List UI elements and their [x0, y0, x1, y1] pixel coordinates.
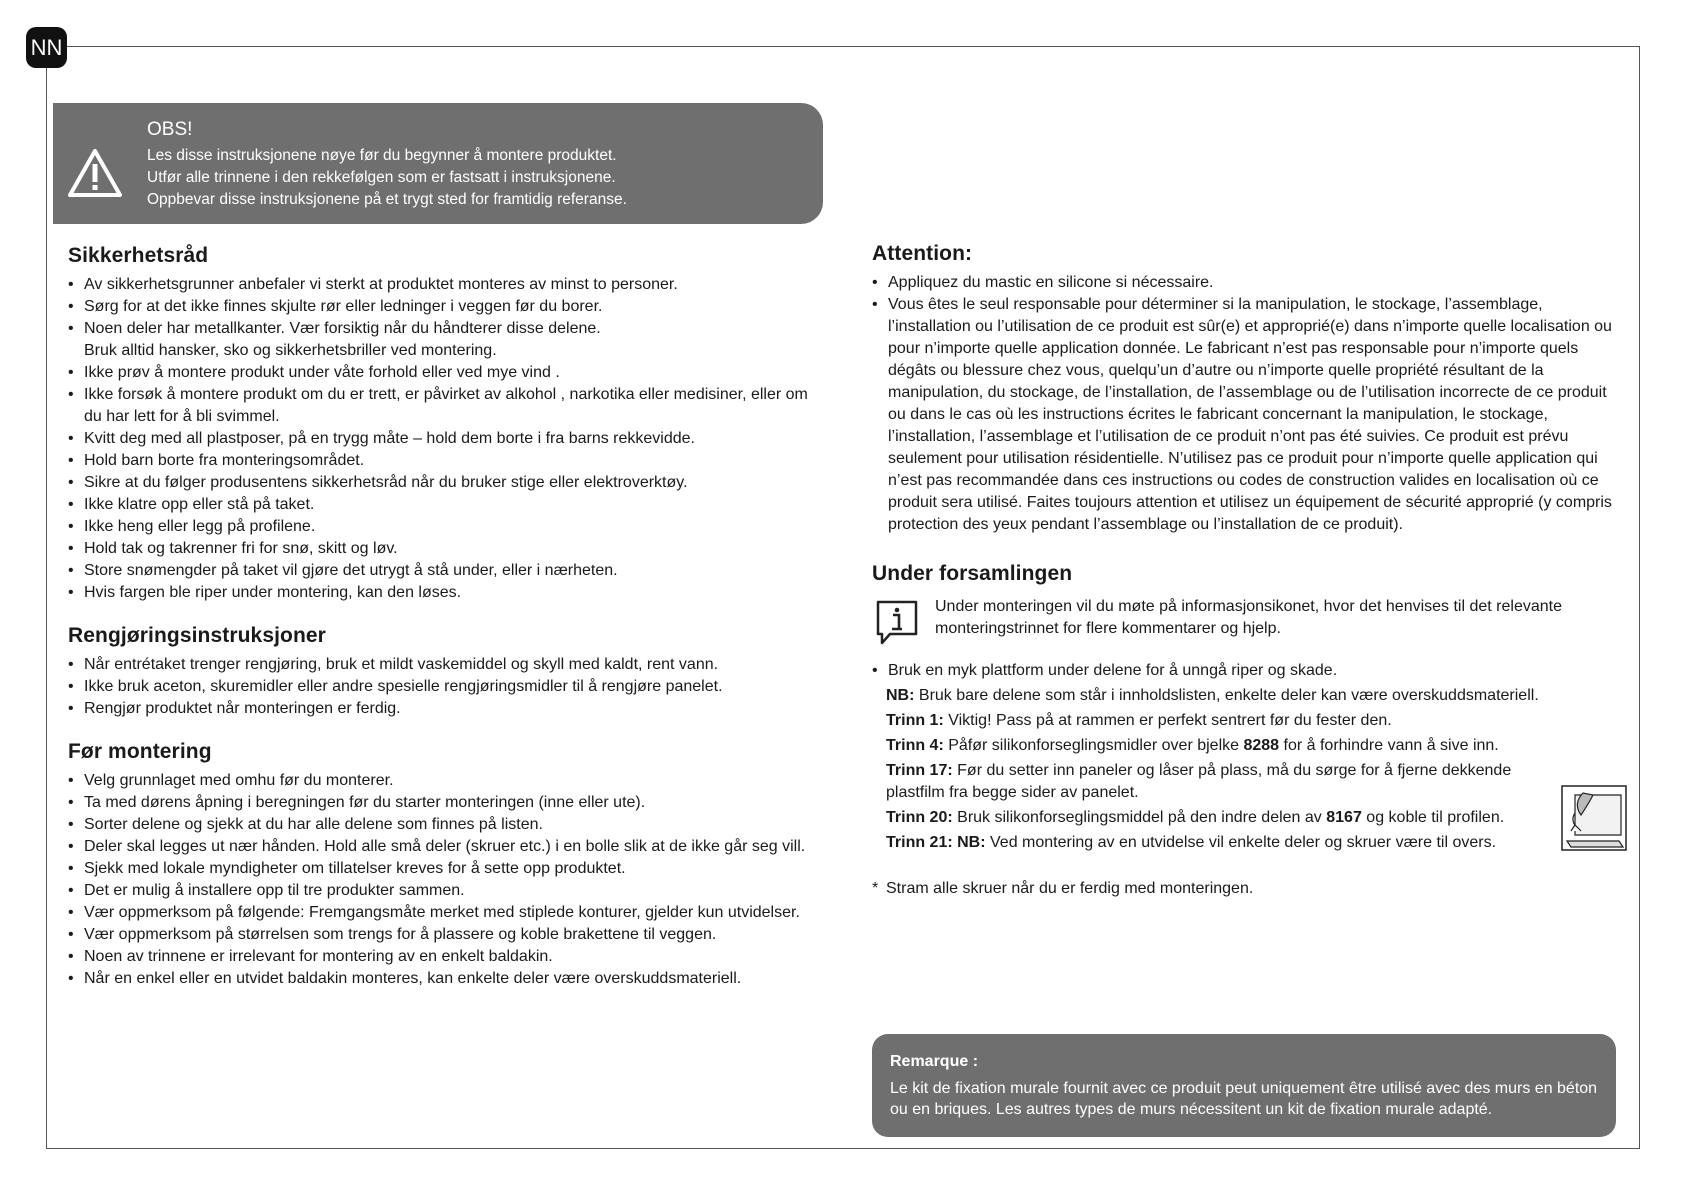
peel-film-icon	[1561, 785, 1627, 851]
step-text: for å forhindre vann å sive inn.	[1283, 737, 1499, 754]
cleaning-section	[68, 624, 808, 720]
step-text: Viktig! Pass på at rammen er perfekt sentrert før du fester den.	[948, 712, 1392, 729]
step-17	[872, 760, 1612, 804]
left-column	[68, 244, 808, 1000]
list-item: • Noen av trinnene er irrelevant for montering av en enkelt baldakin.	[68, 946, 808, 968]
list-item: • Ta med dørens åpning i beregningen før du starter monteringen (inne eller ute).	[68, 792, 808, 814]
info-note	[872, 596, 1612, 646]
list-item: • Store snømengder på taket vil gjøre det utrygt å stå under, eller i nærheten.	[68, 560, 808, 582]
list-item: • Vous êtes le seul responsable pour déterminer si la manipulation, le stockage, l’assemblage, l’installation ou l’utilisation de ce produit est sûr(e) et approprié(e) dans n’importe quelle localisation ou pour n’importe quelle application donnée. Le fabricant n’est pas responsable pour n’importe quels dégâts ou blessure chez vous, quelqu’un d’autre ou n’importe quelle propriété résultant de la manipulation, du stockage, de l’installation, de l’assemblage ou de l’utilisation incorrecte de ce produit ou dans le cas où les instructions écrites le fabricant concernant la manipulation, le stockage, l’installation, l’assemblage et l’utilisation de ce produit n’ont pas été suivies. Ce produit est prévu seulement pour utilisation résidentielle. N’utilisez pas ce produit pour n’importe quelle application qui n’est pas recommandée dans ces instructions ou codes de construction valides en localisation où ce produit sera utilisé. Faites toujours attention et utilisez un équipement de sécurité approprié (y compris protection des yeux pendant l’assemblage ou l’installation de ce produit).	[872, 294, 1612, 536]
step-20	[872, 807, 1612, 829]
right-column	[872, 242, 1612, 910]
list-item: • Kvitt deg med all plastposer, på en trygg måte – hold dem borte i fra barns rekkevidde.	[68, 428, 808, 450]
list-item: • Hvis fargen ble riper under montering, kan den løses.	[68, 582, 808, 604]
attention-list	[872, 272, 1612, 536]
list-item: • Når en enkel eller en utvidet baldakin monteres, kan enkelte deler være overskuddsmateriell.	[68, 968, 808, 990]
step-text: Påfør silikonforseglingsmidler over bjelke	[948, 737, 1240, 754]
step-label: Trinn 17:	[886, 762, 953, 779]
info-icon	[872, 598, 920, 646]
step-21	[872, 832, 1612, 854]
list-item: • Av sikkerhetsgrunner anbefaler vi sterkt at produktet monteres av minst to personer.	[68, 274, 808, 296]
list-item: • Hold tak og takrenner fri for snø, skitt og løv.	[68, 538, 808, 560]
step-label: Trinn 21: NB:	[886, 834, 986, 851]
before-list	[68, 770, 808, 990]
obs-line: Utfør alle trinnene i den rekkefølgen som er fastsatt i instruksjonene.	[147, 169, 616, 186]
list-item: • Vær oppmerksom på størrelsen som trengs for å plassere og koble brakettene til veggen.	[68, 924, 808, 946]
step-text: og koble til profilen.	[1366, 809, 1505, 826]
safety-list	[68, 274, 808, 604]
obs-title: OBS!	[147, 119, 193, 140]
list-item: • Sjekk med lokale myndigheter om tillatelser kreves for å sette opp produktet.	[68, 858, 808, 880]
list-item: • Vær oppmerksom på følgende: Fremgangsmåte merket med stiplede konturer, gjelder kun utvidelser.	[68, 902, 808, 924]
language-badge: NN	[26, 27, 67, 68]
attention-section	[872, 242, 1612, 536]
list-item: • Deler skal legges ut nær hånden. Hold alle små deler (skruer etc.) i en bolle slik at de ikke går seg vill.	[68, 836, 808, 858]
step-text: Ved montering av en utvidelse vil enkelte deler og skruer være til overs.	[990, 834, 1497, 851]
step-1	[872, 710, 1612, 732]
before-heading: Før montering	[68, 740, 212, 763]
assembly-list	[872, 660, 1612, 682]
remark-title: Remarque :	[890, 1053, 979, 1070]
list-item: • Hold barn borte fra monteringsområdet.	[68, 450, 808, 472]
list-item: • Ikke klatre opp eller stå på taket.	[68, 494, 808, 516]
list-item: • Ikke heng eller legg på profilene.	[68, 516, 808, 538]
step-4	[872, 735, 1612, 757]
footnote: * Stram alle skruer når du er ferdig med monteringen.	[872, 878, 1612, 900]
step-label: NB:	[886, 687, 915, 704]
list-item: • Ikke bruk aceton, skuremidler eller andre spesielle rengjøringsmidler til å rengjøre panelet.	[68, 676, 808, 698]
step-text: Før du setter inn paneler og låser på plass, må du sørge for å fjerne dekkende plastfilm fra begge sider av panelet.	[886, 762, 1512, 801]
step-text: Bruk bare delene som står i innholdslisten, enkelte deler kan være overskuddsmateriell.	[918, 687, 1539, 704]
list-item: • Det er mulig å installere opp til tre produkter sammen.	[68, 880, 808, 902]
obs-line: Les disse instruksjonene nøye før du begynner å montere produktet.	[147, 147, 617, 164]
part-code: 8288	[1243, 737, 1280, 754]
list-item: • Velg grunnlaget med omhu før du monterer.	[68, 770, 808, 792]
step-label: Trinn 1:	[886, 712, 944, 729]
attention-heading: Attention:	[872, 242, 973, 265]
obs-banner	[53, 103, 823, 224]
safety-heading: Sikkerhetsråd	[68, 244, 209, 267]
step-text: Bruk silikonforseglingsmiddel på den indre delen av	[957, 809, 1322, 826]
info-text: Under monteringen vil du møte på informasjonsikonet, hvor det henvises til det relevante monteringstrinnet for flere kommentarer og hjelp.	[935, 598, 1562, 637]
step-label: Trinn 4:	[886, 737, 944, 754]
step-nb	[872, 685, 1612, 707]
list-item: • Sikre at du følger produsentens sikkerhetsråd når du bruker stige eller elektroverktøy.	[68, 472, 808, 494]
obs-lines	[147, 145, 627, 211]
list-item: • Bruk en myk plattform under delene for å unngå riper og skade.	[872, 660, 1612, 682]
obs-line: Oppbevar disse instruksjonene på et trygt sted for framtidig referanse.	[147, 191, 627, 208]
list-item: • Ikke forsøk å montere produkt om du er trett, er påvirket av alkohol , narkotika eller medisiner, eller om du har lett for å bli svimmel.	[68, 384, 808, 428]
safety-section	[68, 244, 808, 604]
list-item: • Appliquez du mastic en silicone si nécessaire.	[872, 272, 1612, 294]
list-item: • Ikke prøv å montere produkt under våte forhold eller ved mye vind .	[68, 362, 808, 384]
cleaning-list	[68, 654, 808, 720]
cleaning-heading: Rengjøringsinstruksjoner	[68, 624, 326, 647]
assembly-section	[872, 562, 1612, 900]
list-item: • Noen deler har metallkanter. Vær forsiktig når du håndterer disse delene. Bruk alltid hansker, sko og sikkerhetsbriller ved montering.	[68, 318, 808, 362]
list-item: • Sorter delene og sjekk at du har alle delene som finnes på listen.	[68, 814, 808, 836]
step-label: Trinn 20:	[886, 809, 953, 826]
remark-box	[872, 1034, 1616, 1137]
list-item: • Når entrétaket trenger rengjøring, bruk et mildt vaskemiddel og skyll med kaldt, rent vann.	[68, 654, 808, 676]
list-item: • Sørg for at det ikke finnes skjulte rør eller ledninger i veggen før du borer.	[68, 296, 808, 318]
before-section	[68, 740, 808, 990]
remark-text: Le kit de fixation murale fournit avec ce produit peut uniquement être utilisé avec des murs en béton ou en briques. Les autres types de murs nécessitent un kit de fixation murale adapté.	[890, 1080, 1598, 1118]
list-item: • Rengjør produktet når monteringen er ferdig.	[68, 698, 808, 720]
warning-triangle-icon	[67, 147, 123, 199]
assembly-heading: Under forsamlingen	[872, 562, 1073, 585]
part-code: 8167	[1326, 809, 1362, 826]
